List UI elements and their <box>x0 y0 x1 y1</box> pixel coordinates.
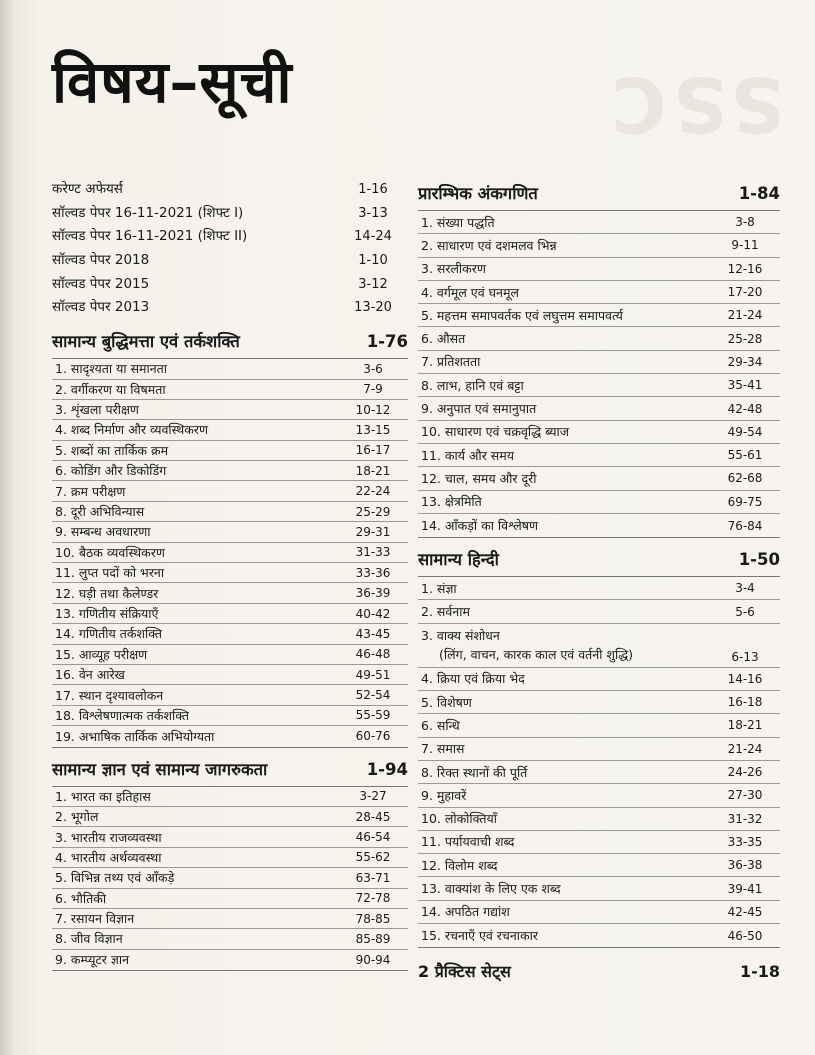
toc-item-label <box>418 694 710 711</box>
toc-item-label <box>52 951 338 968</box>
toc-item-label-line: 10. साधारण एवं चक्रवृद्धि ब्याज <box>421 424 570 440</box>
toc-item-label-line: 5. विभिन्न तथ्य एवं आँकड़े <box>55 870 175 886</box>
toc-item-pages: 17-20 <box>727 285 763 300</box>
toc-item-label-line: 3. वाक्य संशोधन <box>421 628 500 644</box>
toc-item-label-line: 6. कोडिंग और डिकोडिंग <box>55 463 167 479</box>
toc-item-label-line: 6. सन्धि <box>421 717 460 733</box>
toc-item-label <box>52 401 338 418</box>
toc-item <box>418 281 780 304</box>
toc-item-label <box>52 707 338 724</box>
toc-item-label <box>52 646 338 663</box>
toc-item-pages: 85-89 <box>355 931 391 946</box>
toc-row-pages: 3-12 <box>358 276 388 292</box>
toc-item-pages: 18-21 <box>355 463 391 478</box>
toc-item-label <box>52 890 338 907</box>
toc-row <box>52 178 408 202</box>
section-item-list <box>52 358 408 747</box>
toc-item-label-line: 6. औसत <box>421 331 466 347</box>
toc-item <box>418 691 780 714</box>
toc-item-pages: 14-16 <box>727 671 763 686</box>
section-heading <box>418 178 780 210</box>
toc-item-label-line: 7. प्रतिशतता <box>421 354 481 370</box>
toc-item-pages: 29-34 <box>727 354 763 369</box>
toc-item-label-subline: (लिंग, वाचन, कारक काल एवं वर्तनी शुद्धि) <box>439 647 634 663</box>
toc-row-label: सॉल्वड पेपर 2018 <box>52 252 150 269</box>
toc-item-label-line: 11. पर्यायवाची शब्द <box>421 834 515 850</box>
toc-item-label <box>418 493 710 510</box>
toc-item-label <box>418 880 710 897</box>
toc-item <box>52 502 408 522</box>
toc-item-label-line: 12. विलोम शब्द <box>421 857 498 873</box>
toc-item-label-line: 13. गणितीय संक्रियाएँ <box>55 606 159 621</box>
toc-item-label <box>52 728 338 745</box>
toc-item-label <box>418 810 710 827</box>
toc-item-pages: 36-39 <box>355 586 391 601</box>
toc-item-pages: 42-45 <box>727 904 763 919</box>
right-sections <box>418 178 780 948</box>
toc-row-label: सॉल्वड पेपर 16-11-2021 (शिफ्ट I) <box>52 204 244 221</box>
toc-item-label-line: 14. गणितीय तर्कशक्ति <box>55 626 163 642</box>
toc-item-label-line: 4. वर्गमूल एवं घनमूल <box>421 284 519 300</box>
toc-item-label <box>418 423 710 440</box>
practice-sets-pages: 1-18 <box>739 962 780 982</box>
toc-item <box>418 304 780 327</box>
toc-item-label <box>52 666 338 683</box>
toc-row <box>52 249 408 273</box>
toc-item <box>418 467 780 490</box>
toc-item-label-line: 2. भूगोल <box>55 809 99 825</box>
toc-item-label-line: 7. रसायन विज्ञान <box>55 911 135 927</box>
toc-item-label <box>52 869 338 886</box>
toc-item <box>418 234 780 257</box>
section-heading-label: सामान्य हिन्दी <box>418 550 499 570</box>
toc-item-label-line: 3. भारतीय राजव्यवस्था <box>55 829 162 845</box>
toc-item-label <box>418 740 710 757</box>
section-heading-label: सामान्य ज्ञान एवं सामान्य जागरुकता <box>52 759 268 779</box>
toc-item-pages: 5-6 <box>735 604 755 619</box>
toc-item <box>52 441 408 461</box>
toc-item-label-line: 16. वेन आरेख <box>55 667 125 683</box>
toc-item <box>418 491 780 514</box>
toc-item-pages: 46-50 <box>727 928 763 943</box>
toc-item-pages: 28-45 <box>355 809 391 824</box>
toc-item-pages: 10-12 <box>355 402 391 417</box>
toc-item-pages: 24-26 <box>727 765 763 780</box>
toc-item-pages: 21-24 <box>727 741 763 756</box>
section-heading <box>52 326 408 358</box>
toc-item-pages: 29-31 <box>355 524 391 539</box>
practice-sets-label: 2 प्रैक्टिस सेट्स <box>418 962 511 982</box>
toc-item-pages: 39-41 <box>727 881 763 896</box>
toc-item-pages: 40-42 <box>355 606 391 621</box>
toc-item-label-line: 1. संख्या पद्धति <box>421 214 495 230</box>
toc-item <box>418 877 780 900</box>
toc-item-label <box>418 214 710 231</box>
toc-item <box>52 400 408 420</box>
toc-item-label-line: 12. चाल, समय और दूरी <box>421 470 537 486</box>
toc-item-pages: 49-51 <box>355 667 391 682</box>
toc-item-label <box>52 788 338 805</box>
toc-item <box>52 380 408 400</box>
toc-item-label <box>52 523 338 540</box>
toc-item-label <box>52 483 338 500</box>
toc-item <box>418 854 780 877</box>
toc-item-label <box>418 903 710 920</box>
toc-item-label-line: 8. दूरी अभिविन्यास <box>55 504 145 520</box>
toc-item-label-line: 14. अपठित गद्यांश <box>421 904 510 920</box>
toc-item-label <box>418 857 710 874</box>
toc-item-label <box>418 447 710 464</box>
toc-item-pages: 6-13 <box>731 649 759 664</box>
top-items-list <box>52 178 408 320</box>
toc-item <box>52 706 408 726</box>
toc-item-label <box>418 470 710 487</box>
toc-item <box>52 950 408 970</box>
toc-item-label-line: 15. आव्यूह परीक्षण <box>55 646 148 662</box>
toc-item-label <box>418 260 710 277</box>
toc-item-label-line: 17. स्थान दृश्यावलोकन <box>55 687 164 703</box>
toc-item-pages: 33-36 <box>355 565 391 580</box>
toc-item-label <box>52 910 338 927</box>
toc-item-label-line: 12. घड़ी तथा कैलेण्डर <box>55 585 159 601</box>
toc-item <box>418 714 780 737</box>
toc-item-pages: 9-11 <box>731 238 759 253</box>
toc-item-label <box>52 381 338 398</box>
toc-item <box>52 522 408 542</box>
toc-item-pages: 3-8 <box>735 215 755 230</box>
toc-item-pages: 16-17 <box>355 443 391 458</box>
toc-item-label <box>52 503 338 520</box>
toc-item <box>418 901 780 924</box>
toc-item-pages: 62-68 <box>727 471 763 486</box>
toc-item-pages: 3-6 <box>363 361 383 376</box>
toc-row-label: सॉल्वड पेपर 2015 <box>52 275 150 292</box>
toc-item-pages: 3-4 <box>735 581 755 596</box>
toc-item-label <box>418 353 710 370</box>
show-through-text: SSC <box>605 60 785 149</box>
toc-item <box>418 444 780 467</box>
toc-item-pages: 69-75 <box>727 494 763 509</box>
toc-item-label-line: 11. लुप्त पदों को भरना <box>55 565 165 581</box>
toc-item <box>418 421 780 444</box>
toc-item-pages: 76-84 <box>727 518 763 533</box>
toc-item-label <box>52 849 338 866</box>
toc-row-pages: 13-20 <box>354 300 392 316</box>
section-heading-pages: 1-94 <box>366 759 408 779</box>
toc-item-label-line: 6. भौतिकी <box>55 890 107 906</box>
toc-item <box>52 665 408 685</box>
toc-item-label <box>52 808 338 825</box>
toc-item-pages: 27-30 <box>727 788 763 803</box>
section-heading <box>418 544 780 576</box>
toc-item-label <box>52 625 338 642</box>
toc-item-label <box>418 764 710 781</box>
toc-item-label <box>52 544 338 561</box>
toc-item <box>52 583 408 603</box>
toc-item-label-line: 5. शब्दों का तार्किक क्रम <box>55 442 169 458</box>
toc-item <box>418 761 780 784</box>
toc-item-pages: 63-71 <box>355 870 391 885</box>
section-heading-label: प्रारम्भिक अंकगणित <box>418 184 538 203</box>
toc-item-label <box>418 284 710 301</box>
toc-row <box>52 202 408 226</box>
toc-item-pages: 90-94 <box>355 952 391 967</box>
toc-item <box>52 868 408 888</box>
toc-row-pages: 1-16 <box>358 182 388 197</box>
toc-item <box>418 738 780 761</box>
toc-item-label-line: 2. वर्गीकरण या विषमता <box>55 381 166 397</box>
toc-item-label-line: 2. साधारण एवं दशमलव भिन्न <box>421 237 557 253</box>
toc-item-pages: 78-85 <box>355 911 391 926</box>
toc-item-label <box>52 687 338 704</box>
section-item-list <box>418 210 780 538</box>
toc-item-pages: 12-16 <box>727 261 763 276</box>
toc-item-label <box>418 833 710 850</box>
toc-item <box>52 848 408 868</box>
toc-item-label <box>418 400 710 417</box>
toc-item-label <box>52 829 338 846</box>
toc-item-pages: 25-29 <box>355 504 391 519</box>
toc-item-label-line: 13. वाक्यांश के लिए एक शब्द <box>421 881 561 897</box>
toc-item <box>418 351 780 374</box>
toc-row <box>52 225 408 249</box>
toc-item-label-line: 8. लाभ, हानि एवं बट्टा <box>421 377 524 393</box>
toc-item-pages: 21-24 <box>727 308 763 323</box>
toc-item <box>52 359 408 379</box>
toc-item <box>52 726 408 746</box>
toc-item-pages: 31-32 <box>727 811 763 826</box>
toc-item <box>418 831 780 854</box>
right-column <box>418 178 780 982</box>
toc-item-label-line: 9. अनुपात एवं समानुपात <box>421 401 537 417</box>
toc-item-pages: 60-76 <box>355 729 391 744</box>
toc-item <box>52 604 408 624</box>
toc-item-label-line: 2. सर्वनाम <box>421 604 470 620</box>
toc-item <box>418 668 780 691</box>
toc-item-pages: 18-21 <box>727 718 763 733</box>
toc-item-label-line: 4. क्रिया एवं क्रिया भेद <box>421 671 525 687</box>
toc-item-label <box>418 717 710 734</box>
toc-item-label <box>418 330 710 347</box>
toc-item-pages: 33-35 <box>727 834 763 849</box>
toc-item-label <box>418 927 710 944</box>
toc-item-pages: 7-9 <box>363 382 383 397</box>
toc-item-pages: 49-54 <box>727 424 763 439</box>
left-column <box>52 178 408 973</box>
toc-item <box>52 624 408 644</box>
section-item-list <box>52 786 408 972</box>
toc-item-label-line: 1. भारत का इतिहास <box>55 788 151 804</box>
toc-item-label-line: 9. कम्प्यूटर ज्ञान <box>55 952 130 968</box>
toc-item <box>418 808 780 831</box>
toc-item-label <box>52 930 338 947</box>
toc-item-label-line: 1. संज्ञा <box>421 580 457 596</box>
toc-item-label <box>418 626 710 664</box>
toc-item-label-line: 8. जीव विज्ञान <box>55 931 123 947</box>
toc-row-pages: 14-24 <box>354 229 392 245</box>
toc-item <box>418 374 780 397</box>
toc-item-pages: 46-54 <box>355 830 391 845</box>
toc-item <box>52 787 408 807</box>
toc-item-label <box>52 564 338 581</box>
toc-item-pages: 43-45 <box>355 626 391 641</box>
section-heading-pages: 1-50 <box>738 550 780 570</box>
toc-item <box>418 577 780 600</box>
toc-item <box>418 784 780 807</box>
toc-item-label <box>52 360 338 377</box>
toc-item-label <box>52 442 338 459</box>
toc-item-label <box>52 585 338 602</box>
toc-item <box>418 327 780 350</box>
section-heading-label: सामान्य बुद्धिमत्ता एवं तर्कशक्ति <box>52 332 240 352</box>
page-title: विषय–सूची <box>52 48 293 116</box>
toc-item <box>52 909 408 929</box>
toc-row-pages: 1-10 <box>358 253 388 269</box>
toc-item-pages: 72-78 <box>355 891 391 906</box>
toc-item-label-line: 3. सरलीकरण <box>421 261 486 277</box>
section-item-list <box>418 576 780 948</box>
toc-row-pages: 3-13 <box>358 205 388 221</box>
toc-item-label-line: 11. कार्य और समय <box>421 447 514 463</box>
toc-item-label-line: 4. शब्द निर्माण और व्यवस्थिकरण <box>55 422 209 438</box>
toc-item-label-line: 10. लोकोक्तियाँ <box>421 811 497 827</box>
toc-item-label-line: 7. समास <box>421 741 465 757</box>
toc-item-pages: 55-61 <box>727 448 763 463</box>
toc-item <box>418 397 780 420</box>
toc-item <box>52 543 408 563</box>
toc-item <box>52 929 408 949</box>
toc-item-pages: 42-48 <box>727 401 763 416</box>
toc-item-label <box>418 670 710 687</box>
toc-item <box>418 211 780 234</box>
toc-item-label-line: 10. बैठक व्यवस्थिकरण <box>55 544 165 560</box>
toc-item <box>52 481 408 501</box>
toc-row-label: सॉल्वड पेपर 16-11-2021 (शिफ्ट II) <box>52 228 248 245</box>
toc-row-label: करेण्ट अफेयर्स <box>52 181 123 197</box>
toc-item-label-line: 9. सम्बन्ध अवधारणा <box>55 524 151 540</box>
toc-item-label-line: 19. अभाषिक तार्किक अभियोग्यता <box>55 728 215 744</box>
toc-row <box>52 273 408 297</box>
toc-item <box>52 807 408 827</box>
toc-item-label-line: 3. शृंखला परीक्षण <box>55 402 139 418</box>
toc-item-label-line: 5. विशेषण <box>421 694 472 710</box>
toc-item-label-line: 18. विश्लेषणात्मक तर्कशक्ति <box>55 707 190 723</box>
toc-item <box>418 258 780 281</box>
toc-item-label <box>418 517 710 534</box>
practice-sets-row <box>418 960 780 982</box>
toc-item-pages: 55-59 <box>355 708 391 723</box>
toc-item-label <box>418 377 710 394</box>
toc-item-pages: 22-24 <box>355 484 391 499</box>
toc-item-label <box>52 462 338 479</box>
toc-item <box>418 624 780 668</box>
toc-item-pages: 13-15 <box>355 422 391 437</box>
left-sections <box>52 326 408 971</box>
toc-item-pages: 31-33 <box>355 545 391 560</box>
toc-row-label: सॉल्वड पेपर 2013 <box>52 299 150 316</box>
toc-item-label-line: 15. रचनाएँ एवं रचनाकार <box>421 928 538 944</box>
toc-item-label <box>52 421 338 438</box>
toc-item-pages: 36-38 <box>727 858 763 873</box>
toc-item-pages: 25-28 <box>727 331 763 346</box>
section-heading <box>52 754 408 786</box>
toc-item <box>418 514 780 537</box>
toc-item <box>418 924 780 947</box>
toc-item <box>52 420 408 440</box>
toc-item-label <box>418 603 710 620</box>
toc-item-label <box>418 307 710 324</box>
toc-item-label-line: 13. क्षेत्रमिति <box>421 494 482 510</box>
toc-item <box>52 461 408 481</box>
toc-item-label <box>418 787 710 804</box>
section-heading-pages: 1-76 <box>366 332 408 352</box>
toc-item <box>52 827 408 847</box>
toc-item-pages: 35-41 <box>727 378 763 393</box>
section-heading-pages: 1-84 <box>738 184 780 203</box>
toc-item <box>52 645 408 665</box>
toc-item-pages: 55-62 <box>355 850 391 865</box>
toc-item-pages: 3-27 <box>359 789 387 804</box>
toc-item-label-line: 5. महत्तम समापवर्तक एवं लघुत्तम समापवर्त्य <box>421 307 623 323</box>
toc-item-pages: 46-48 <box>355 647 391 662</box>
toc-item-label-line: 7. क्रम परीक्षण <box>55 483 126 499</box>
toc-item-label-line: 4. भारतीय अर्थव्यवस्था <box>55 849 162 865</box>
toc-item-label <box>52 605 338 622</box>
toc-item-label <box>418 237 710 254</box>
toc-item-label <box>418 580 710 597</box>
toc-item <box>418 600 780 623</box>
toc-item-label-line: 1. सादृश्यता या समानता <box>55 361 168 377</box>
toc-item-label-line: 9. मुहावरें <box>421 787 467 803</box>
toc-item <box>52 889 408 909</box>
toc-item-pages: 52-54 <box>355 688 391 703</box>
toc-item <box>52 563 408 583</box>
toc-item-pages: 16-18 <box>727 695 763 710</box>
toc-item-label-line: 8. रिक्त स्थानों की पूर्ति <box>421 764 528 780</box>
toc-item <box>52 685 408 705</box>
toc-row <box>52 296 408 320</box>
toc-item-label-line: 14. आँकड़ों का विश्लेषण <box>421 518 539 533</box>
